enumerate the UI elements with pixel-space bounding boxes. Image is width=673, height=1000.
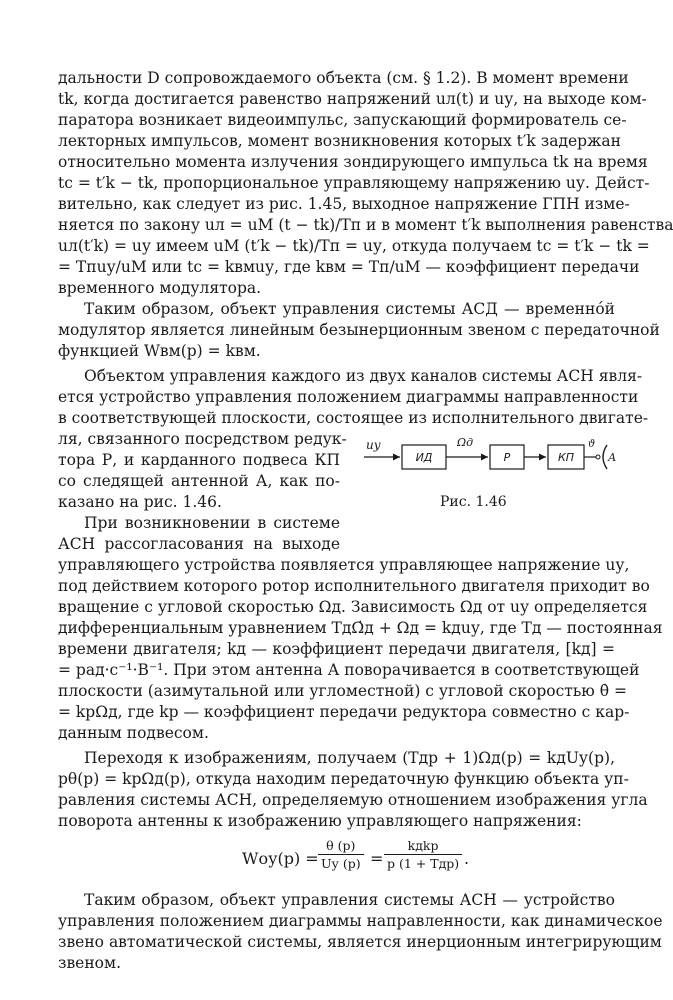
- formula-numerator: kдkр: [384, 838, 462, 855]
- block-reducer-label: Р: [503, 451, 511, 464]
- text-line: времени двигателя; kд — коэффициент передачи двигателя, [kд] =: [58, 640, 615, 658]
- formula-numerator: θ (p): [318, 838, 364, 855]
- formula-period: .: [464, 849, 470, 868]
- text-line: лекторных импульсов, момент возникновения которых t′k задержан: [58, 132, 621, 150]
- text-line: АСН рассогласования на выходе: [58, 535, 340, 553]
- text-line: равления системы АСН, определяемую отношением изображения угла: [58, 791, 648, 809]
- text-line: звеном.: [58, 954, 121, 972]
- text-line: = Tпuу/uМ или tс = kвмuу, где kвм = Tп/uМ — коэффициент передачи: [58, 258, 640, 276]
- text-line: pθ(p) = kрΩд(p), откуда находим передаточную функцию объекта уп-: [58, 770, 629, 788]
- text-line: uл(t′k) = uу имеем uМ (t′k − tk)/Tп = uу, откуда получаем tс = t′k − tk =: [58, 237, 650, 255]
- text-line: тора Р, и карданного подвеса КП: [58, 451, 340, 469]
- input-signal-label: uу: [366, 438, 381, 452]
- text-line: управляющего устройства появляется управляющее напряжение uу,: [58, 556, 630, 574]
- text-line: временного модулятора.: [58, 279, 262, 297]
- omega-signal-label: Ωд: [457, 436, 474, 449]
- output-angle-label: ϑ: [588, 439, 596, 450]
- text-line: под действием которого ротор исполнительного двигателя приходит во: [58, 577, 650, 595]
- formula-fraction-1: [318, 838, 364, 871]
- text-line: модулятор является линейным безынерционным звеном с передаточной: [58, 321, 660, 339]
- text-line: плоскости (азимутальной или угломестной) с угловой скоростью θ̇ =: [58, 682, 627, 700]
- formula-denominator: p (1 + Tдp): [387, 856, 460, 871]
- formula-equals: =: [370, 849, 384, 868]
- text-line: ля, связанного посредством редук-: [58, 430, 347, 448]
- text-line: данным подвесом.: [58, 724, 209, 742]
- text-line: няется по закону uл = uМ (t − tk)/Tп и в момент t′k выполнения равенства: [58, 216, 673, 234]
- text-line: со следящей антенной А, как по-: [58, 472, 340, 490]
- antenna-dish-icon: [603, 445, 607, 469]
- text-line: паратора возникает видеоимпульс, запускающий формирователь се-: [58, 111, 627, 129]
- text-line: в соответствующей плоскости, состоящее из исполнительного двигате-: [58, 409, 649, 427]
- text-line: Объектом управления каждого из двух каналов системы АСН явля-: [84, 367, 643, 385]
- formula-lhs: Wоу(p) =: [242, 849, 319, 868]
- text-line: вращение с угловой скоростью Ωд. Зависимость Ωд от uу определяется: [58, 598, 648, 616]
- text-line: При возникновении в системе: [84, 514, 340, 532]
- text-line: вительно, как следует из рис. 1.45, выходное напряжение ГПН изме-: [58, 195, 630, 213]
- text-line: относительно момента излучения зондирующего импульса tk на время: [58, 153, 648, 171]
- text-line: = рад·с⁻¹·В⁻¹. При этом антенна А поворачивается в соответствующей: [58, 661, 640, 679]
- text-line: дифференциальным уравнением TдΩ̇д + Ωд = kдuу, где Tд — постоянная: [58, 619, 663, 637]
- formula-denominator: Uу (p): [321, 856, 361, 871]
- text-line: Переходя к изображениям, получаем (Tдp + 1)Ωд(p) = kдUу(p),: [84, 749, 615, 767]
- text-line: Таким образом, объект управления системы АСД — временно́й: [84, 300, 615, 318]
- block-gimbal-label: КП: [557, 451, 575, 464]
- text-line: казано на рис. 1.46.: [58, 493, 222, 511]
- transfer-function-formula: [242, 836, 472, 886]
- figure-caption: Рис. 1.46: [440, 494, 507, 510]
- block-diagram: [360, 435, 615, 495]
- text-line: дальности D сопровождаемого объекта (см. § 1.2). В момент времени: [58, 69, 629, 87]
- text-line: звено автоматической системы, является инерционным интегрирующим: [58, 933, 662, 951]
- text-line: tс = t′k − tk, пропорциональное управляющему напряжению uу. Дейст-: [58, 174, 650, 192]
- text-line: ется устройство управления положением диаграммы направленности: [58, 388, 639, 406]
- block-motor-label: ИД: [415, 451, 433, 464]
- text-line: поворота антенны к изображению управляющего напряжения:: [58, 812, 582, 830]
- text-line: функцией Wвм(p) = kвм.: [58, 342, 261, 360]
- text-line: управления положением диаграммы направленности, как динамическое: [58, 912, 663, 930]
- text-line: Таким образом, объект управления системы АСН — устройство: [84, 891, 615, 909]
- antenna-pivot: [596, 455, 600, 459]
- antenna-label: А: [608, 451, 617, 464]
- text-line: = kрΩд, где kр — коэффициент передачи редуктора совместно с кар-: [58, 703, 630, 721]
- text-line: tk, когда достигается равенство напряжений uл(t) и uу, на выходе ком-: [58, 90, 647, 108]
- formula-fraction-2: [384, 838, 462, 871]
